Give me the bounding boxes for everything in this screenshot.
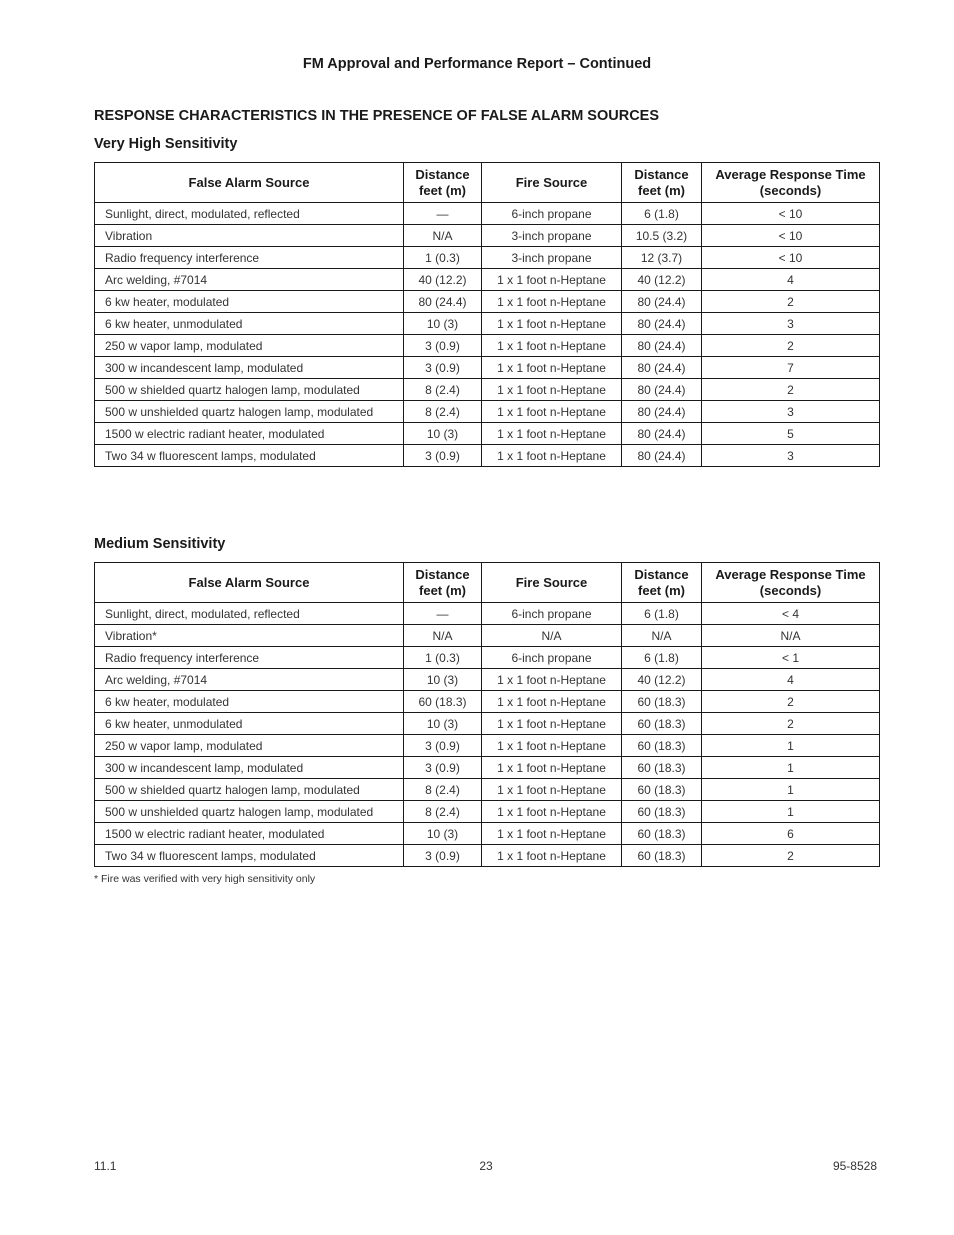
response-time-cell: < 1	[702, 647, 880, 669]
distance-cell: 10 (3)	[404, 823, 482, 845]
fire-distance-cell: 60 (18.3)	[622, 823, 702, 845]
header-distance-line2: feet (m)	[419, 582, 466, 598]
response-time-cell: < 4	[702, 603, 880, 625]
section-title: RESPONSE CHARACTERISTICS IN THE PRESENCE OF FALSE ALARM SOURCES	[94, 108, 660, 124]
fire-source-cell: 1 x 1 foot n-Heptane	[482, 423, 622, 445]
false-alarm-source-cell: 300 w incandescent lamp, modulated	[95, 357, 404, 379]
false-alarm-source-cell: 250 w vapor lamp, modulated	[95, 735, 404, 757]
header-average-response-time	[702, 163, 880, 203]
false-alarm-source-cell: 1500 w electric radiant heater, modulated	[95, 423, 404, 445]
fire-distance-cell: N/A	[622, 625, 702, 647]
table-row	[95, 823, 880, 845]
distance-cell: 40 (12.2)	[404, 269, 482, 291]
header-fire-distance-line1: Distance	[634, 566, 689, 582]
fire-distance-cell: 40 (12.2)	[622, 669, 702, 691]
fire-source-cell: 1 x 1 foot n-Heptane	[482, 735, 622, 757]
response-time-cell: < 10	[702, 247, 880, 269]
table-row	[95, 269, 880, 291]
table-row	[95, 401, 880, 423]
medium-sensitivity-title: Medium Sensitivity	[94, 536, 226, 552]
false-alarm-source-cell: 6 kw heater, unmodulated	[95, 713, 404, 735]
medium-table-body	[95, 603, 880, 867]
table-row	[95, 757, 880, 779]
distance-cell: 8 (2.4)	[404, 401, 482, 423]
false-alarm-source-cell: Vibration	[95, 225, 404, 247]
fire-source-cell: 1 x 1 foot n-Heptane	[482, 357, 622, 379]
fire-source-cell: 1 x 1 foot n-Heptane	[482, 445, 622, 467]
fire-source-cell: 1 x 1 foot n-Heptane	[482, 269, 622, 291]
response-time-cell: 1	[702, 757, 880, 779]
header-fire-source: Fire Source	[482, 163, 622, 203]
fire-distance-cell: 60 (18.3)	[622, 801, 702, 823]
false-alarm-source-cell: Arc welding, #7014	[95, 269, 404, 291]
table-row	[95, 713, 880, 735]
fire-distance-cell: 80 (24.4)	[622, 335, 702, 357]
header-response-line1: Average Response Time	[715, 566, 866, 582]
distance-cell: 1 (0.3)	[404, 247, 482, 269]
distance-cell: 60 (18.3)	[404, 691, 482, 713]
header-response-line2: (seconds)	[759, 582, 822, 598]
footer-document-number: 95-8528	[832, 1159, 877, 1173]
response-time-cell: 5	[702, 423, 880, 445]
table-row	[95, 801, 880, 823]
fire-distance-cell: 80 (24.4)	[622, 445, 702, 467]
fire-distance-cell: 60 (18.3)	[622, 845, 702, 867]
false-alarm-source-cell: 6 kw heater, unmodulated	[95, 313, 404, 335]
table-row	[95, 603, 880, 625]
header-fire-distance-line2: feet (m)	[638, 182, 685, 198]
header-distance	[404, 563, 482, 603]
false-alarm-source-cell: 300 w incandescent lamp, modulated	[95, 757, 404, 779]
response-time-cell: 2	[702, 291, 880, 313]
fire-distance-cell: 6 (1.8)	[622, 647, 702, 669]
table-row	[95, 379, 880, 401]
response-time-cell: 3	[702, 401, 880, 423]
response-time-cell: 3	[702, 313, 880, 335]
fire-distance-cell: 80 (24.4)	[622, 291, 702, 313]
header-fire-distance-line1: Distance	[634, 166, 689, 182]
response-time-cell: 1	[702, 735, 880, 757]
response-time-cell: 4	[702, 669, 880, 691]
distance-cell: 3 (0.9)	[404, 757, 482, 779]
false-alarm-source-cell: 6 kw heater, modulated	[95, 691, 404, 713]
fire-distance-cell: 60 (18.3)	[622, 757, 702, 779]
false-alarm-source-cell: Sunlight, direct, modulated, reflected	[95, 203, 404, 225]
distance-cell: 8 (2.4)	[404, 779, 482, 801]
fire-distance-cell: 40 (12.2)	[622, 269, 702, 291]
response-time-cell: 1	[702, 801, 880, 823]
table-row	[95, 625, 880, 647]
medium-sensitivity-table	[94, 562, 880, 867]
false-alarm-source-cell: 500 w unshielded quartz halogen lamp, modulated	[95, 801, 404, 823]
table-row	[95, 735, 880, 757]
distance-cell: 3 (0.9)	[404, 845, 482, 867]
very-high-sensitivity-title: Very High Sensitivity	[94, 136, 238, 152]
fire-distance-cell: 80 (24.4)	[622, 379, 702, 401]
fire-source-cell: 3-inch propane	[482, 247, 622, 269]
fire-distance-cell: 60 (18.3)	[622, 779, 702, 801]
false-alarm-source-cell: Two 34 w fluorescent lamps, modulated	[95, 845, 404, 867]
header-fire-distance	[622, 563, 702, 603]
fire-distance-cell: 80 (24.4)	[622, 423, 702, 445]
fire-distance-cell: 80 (24.4)	[622, 313, 702, 335]
response-time-cell: 2	[702, 335, 880, 357]
fire-source-cell: 6-inch propane	[482, 647, 622, 669]
table-row	[95, 691, 880, 713]
table-row	[95, 647, 880, 669]
distance-cell: 1 (0.3)	[404, 647, 482, 669]
fire-source-cell: 1 x 1 foot n-Heptane	[482, 845, 622, 867]
header-average-response-time	[702, 563, 880, 603]
distance-cell: —	[404, 203, 482, 225]
fire-source-cell: 3-inch propane	[482, 225, 622, 247]
header-distance-line2: feet (m)	[419, 182, 466, 198]
table-row	[95, 225, 880, 247]
distance-cell: 10 (3)	[404, 423, 482, 445]
false-alarm-source-cell: Two 34 w fluorescent lamps, modulated	[95, 445, 404, 467]
table-header-row	[95, 563, 880, 603]
fire-distance-cell: 6 (1.8)	[622, 603, 702, 625]
response-time-cell: 2	[702, 379, 880, 401]
fire-source-cell: 1 x 1 foot n-Heptane	[482, 379, 622, 401]
response-time-cell: 4	[702, 269, 880, 291]
fire-source-cell: 1 x 1 foot n-Heptane	[482, 335, 622, 357]
fire-distance-cell: 80 (24.4)	[622, 357, 702, 379]
header-response-line2: (seconds)	[759, 182, 822, 198]
fire-source-cell: 1 x 1 foot n-Heptane	[482, 669, 622, 691]
fire-source-cell: 6-inch propane	[482, 603, 622, 625]
table-header-row	[95, 163, 880, 203]
distance-cell: N/A	[404, 625, 482, 647]
fire-source-cell: 1 x 1 foot n-Heptane	[482, 757, 622, 779]
false-alarm-source-cell: 500 w unshielded quartz halogen lamp, modulated	[95, 401, 404, 423]
header-distance	[404, 163, 482, 203]
table-row	[95, 445, 880, 467]
header-fire-distance	[622, 163, 702, 203]
footer-revision: 11.1	[94, 1159, 117, 1173]
fire-source-cell: 1 x 1 foot n-Heptane	[482, 313, 622, 335]
response-time-cell: < 10	[702, 203, 880, 225]
table-row	[95, 335, 880, 357]
response-time-cell: N/A	[702, 625, 880, 647]
false-alarm-source-cell: Sunlight, direct, modulated, reflected	[95, 603, 404, 625]
fire-source-cell: 1 x 1 foot n-Heptane	[482, 823, 622, 845]
header-distance-line1: Distance	[415, 566, 470, 582]
fire-distance-cell: 6 (1.8)	[622, 203, 702, 225]
false-alarm-source-cell: 6 kw heater, modulated	[95, 291, 404, 313]
distance-cell: 10 (3)	[404, 313, 482, 335]
header-fire-distance-line2: feet (m)	[638, 582, 685, 598]
fire-source-cell: N/A	[482, 625, 622, 647]
distance-cell: 80 (24.4)	[404, 291, 482, 313]
response-time-cell: 1	[702, 779, 880, 801]
false-alarm-source-cell: Vibration*	[95, 625, 404, 647]
table-row	[95, 247, 880, 269]
response-time-cell: 7	[702, 357, 880, 379]
false-alarm-source-cell: Radio frequency interference	[95, 647, 404, 669]
header-response-line1: Average Response Time	[715, 166, 866, 182]
table-row	[95, 357, 880, 379]
fire-distance-cell: 60 (18.3)	[622, 691, 702, 713]
distance-cell: 10 (3)	[404, 669, 482, 691]
fire-source-cell: 6-inch propane	[482, 203, 622, 225]
false-alarm-source-cell: 500 w shielded quartz halogen lamp, modulated	[95, 379, 404, 401]
table-row	[95, 291, 880, 313]
footer-page-number: 23	[479, 1159, 493, 1173]
response-time-cell: 3	[702, 445, 880, 467]
fire-source-cell: 1 x 1 foot n-Heptane	[482, 713, 622, 735]
distance-cell: 10 (3)	[404, 713, 482, 735]
distance-cell: 3 (0.9)	[404, 335, 482, 357]
table-row	[95, 779, 880, 801]
fire-source-cell: 1 x 1 foot n-Heptane	[482, 691, 622, 713]
table-row	[95, 845, 880, 867]
false-alarm-source-cell: 500 w shielded quartz halogen lamp, modulated	[95, 779, 404, 801]
very-high-sensitivity-table	[94, 162, 880, 467]
false-alarm-source-cell: Radio frequency interference	[95, 247, 404, 269]
fire-distance-cell: 60 (18.3)	[622, 735, 702, 757]
table-row	[95, 203, 880, 225]
distance-cell: —	[404, 603, 482, 625]
very-high-table-body	[95, 203, 880, 467]
fire-source-cell: 1 x 1 foot n-Heptane	[482, 401, 622, 423]
distance-cell: N/A	[404, 225, 482, 247]
response-time-cell: 2	[702, 691, 880, 713]
response-time-cell: 6	[702, 823, 880, 845]
table-row	[95, 669, 880, 691]
response-time-cell: 2	[702, 845, 880, 867]
fire-source-cell: 1 x 1 foot n-Heptane	[482, 291, 622, 313]
fire-distance-cell: 10.5 (3.2)	[622, 225, 702, 247]
distance-cell: 8 (2.4)	[404, 379, 482, 401]
response-time-cell: 2	[702, 713, 880, 735]
table-row	[95, 423, 880, 445]
false-alarm-source-cell: 250 w vapor lamp, modulated	[95, 335, 404, 357]
header-false-alarm-source: False Alarm Source	[95, 563, 404, 603]
false-alarm-source-cell: 1500 w electric radiant heater, modulated	[95, 823, 404, 845]
header-false-alarm-source: False Alarm Source	[95, 163, 404, 203]
distance-cell: 8 (2.4)	[404, 801, 482, 823]
fire-distance-cell: 12 (3.7)	[622, 247, 702, 269]
distance-cell: 3 (0.9)	[404, 445, 482, 467]
distance-cell: 3 (0.9)	[404, 735, 482, 757]
header-fire-source: Fire Source	[482, 563, 622, 603]
fire-source-cell: 1 x 1 foot n-Heptane	[482, 779, 622, 801]
fire-distance-cell: 80 (24.4)	[622, 401, 702, 423]
response-time-cell: < 10	[702, 225, 880, 247]
false-alarm-source-cell: Arc welding, #7014	[95, 669, 404, 691]
page-title: FM Approval and Performance Report – Continued	[302, 56, 652, 72]
footnote: * Fire was verified with very high sensitivity only	[94, 873, 316, 885]
fire-source-cell: 1 x 1 foot n-Heptane	[482, 801, 622, 823]
header-distance-line1: Distance	[415, 166, 470, 182]
distance-cell: 3 (0.9)	[404, 357, 482, 379]
table-row	[95, 313, 880, 335]
fire-distance-cell: 60 (18.3)	[622, 713, 702, 735]
